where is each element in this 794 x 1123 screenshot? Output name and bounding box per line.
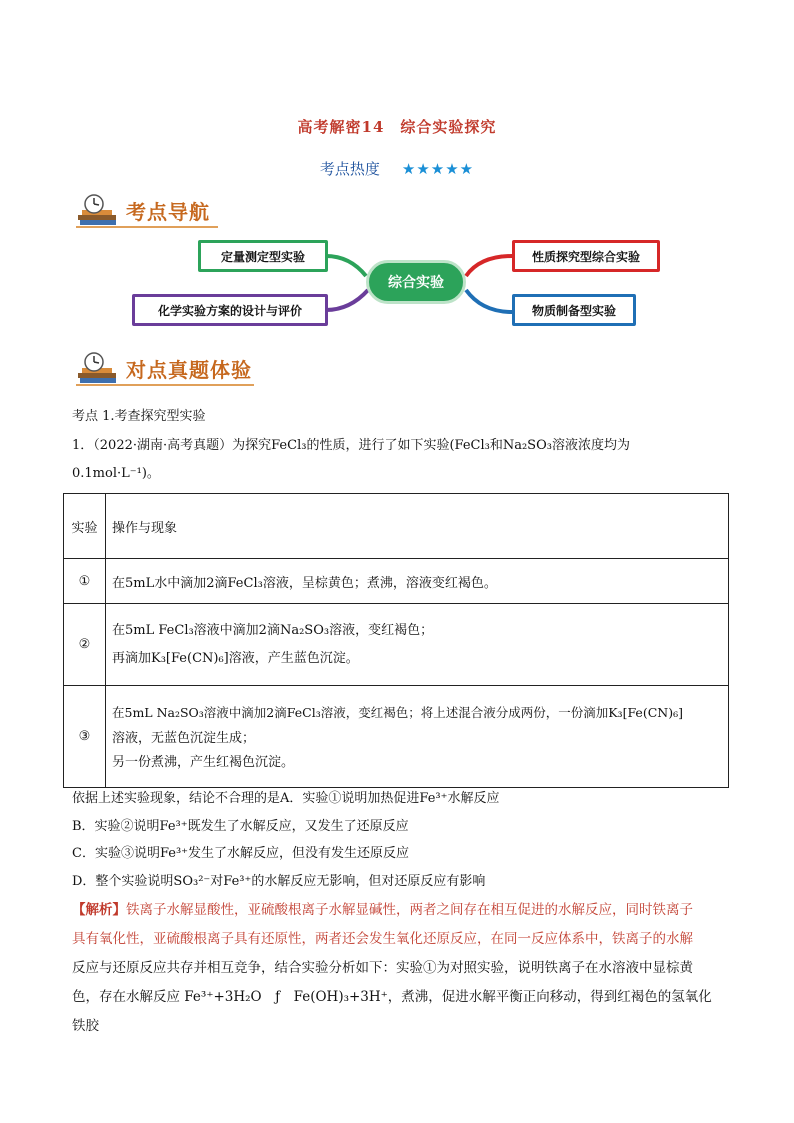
mindmap-node-design-evaluation: 化学实验方案的设计与评价 <box>132 294 328 326</box>
option-a: 依据上述实验现象，结论不合理的是A．实验①说明加热促进Fe³⁺水解反应 <box>72 791 500 806</box>
mindmap-node-preparation: 物质制备型实验 <box>512 294 636 326</box>
section-rule <box>76 384 254 386</box>
row-num: ③ <box>64 686 106 788</box>
question-stem: 1．（2022·湖南·高考真题）为探究FeCl₃的性质，进行了如下实验(FeCl₃和Na₂SO₃溶液浓度均为 <box>72 438 630 453</box>
star-rating: ★★★★★ <box>401 160 475 178</box>
analysis-text: 铁离子水解显酸性，亚硫酸根离子水解显碱性，两者之间存在相互促进的水解反应，同时铁离子 <box>126 902 693 918</box>
table-row <box>64 604 729 686</box>
table-header-op: 操作与现象 <box>106 494 729 559</box>
analysis-line: 色，存在水解反应 Fe³⁺+3H₂O ƒ Fe(OH)₃+3H⁺，煮沸，促进水解平衡正向移动，得到红褐色的氢氧化铁胶 <box>72 989 712 1034</box>
clock-books-icon <box>76 193 122 227</box>
mindmap-node-quantitative: 定量测定型实验 <box>198 240 328 272</box>
mind-map <box>120 230 660 340</box>
option-b: B．实验②说明Fe³⁺既发生了水解反应，又发生了还原反应 <box>72 819 409 834</box>
row-op: 在5mL水中滴加2滴FeCl₃溶液，呈棕黄色；煮沸，溶液变红褐色。 <box>106 559 729 604</box>
section-rule <box>76 226 218 228</box>
table-row <box>64 494 729 559</box>
row-op-line: 在5mL FeCl₃溶液中滴加2滴Na₂SO₃溶液，变红褐色； <box>112 622 434 638</box>
analysis-line: 反应与还原反应共存并相互竞争，结合实验分析如下：实验①为对照实验，说明铁离子在水溶液中显棕黄 <box>72 960 693 976</box>
section-nav-heading <box>76 192 210 228</box>
mindmap-node-property: 性质探究型综合实验 <box>512 240 660 272</box>
row-op-line: 另一份煮沸，产生红褐色沉淀。 <box>112 754 295 770</box>
row-num: ① <box>64 559 106 604</box>
mindmap-center: 综合实验 <box>366 260 466 304</box>
topic-line: 考点 1.考查探究型实验 <box>72 409 206 424</box>
page-title: 高考解密14 综合实验探究 <box>297 118 497 136</box>
hot-label: 考点热度 <box>319 160 380 178</box>
row-op-line: 溶液，无蓝色沉淀生成； <box>112 730 256 746</box>
table-header-num: 实验 <box>64 494 106 559</box>
analysis-block <box>72 896 724 1041</box>
analysis-line <box>72 896 724 925</box>
clock-books-icon <box>76 351 122 385</box>
table-row <box>64 559 729 604</box>
question-stem-cont: 0.1mol·L⁻¹)。 <box>72 466 160 481</box>
option-c: C．实验③说明Fe³⁺发生了水解反应，但没有发生还原反应 <box>72 846 410 861</box>
section-nav-title: 考点导航 <box>126 199 210 224</box>
analysis-line: 具有氧化性，亚硫酸根离子具有还原性，两者还会发生氧化还原反应，在同一反应体系中，铁离子的水解 <box>72 931 693 947</box>
hot-rating <box>0 158 794 179</box>
analysis-tag: 【解析】 <box>72 902 126 918</box>
section-practice-title: 对点真题体验 <box>126 357 252 382</box>
option-d: D．整个实验说明SO₃²⁻对Fe³⁺的水解反应无影响，但对还原反应有影响 <box>72 874 486 889</box>
experiment-table <box>63 493 729 788</box>
row-op <box>106 604 729 686</box>
section-practice-heading <box>76 350 252 386</box>
row-num: ② <box>64 604 106 686</box>
row-op-line: 在5mL Na₂SO₃溶液中滴加2滴FeCl₃溶液，变红褐色；将上述混合液分成两份，一份滴加K₃[Fe(CN)₆] <box>112 704 683 720</box>
row-op <box>106 686 729 788</box>
table-row <box>64 686 729 788</box>
row-op-line: 再滴加K₃[Fe(CN)₆]溶液，产生蓝色沉淀。 <box>112 650 359 666</box>
